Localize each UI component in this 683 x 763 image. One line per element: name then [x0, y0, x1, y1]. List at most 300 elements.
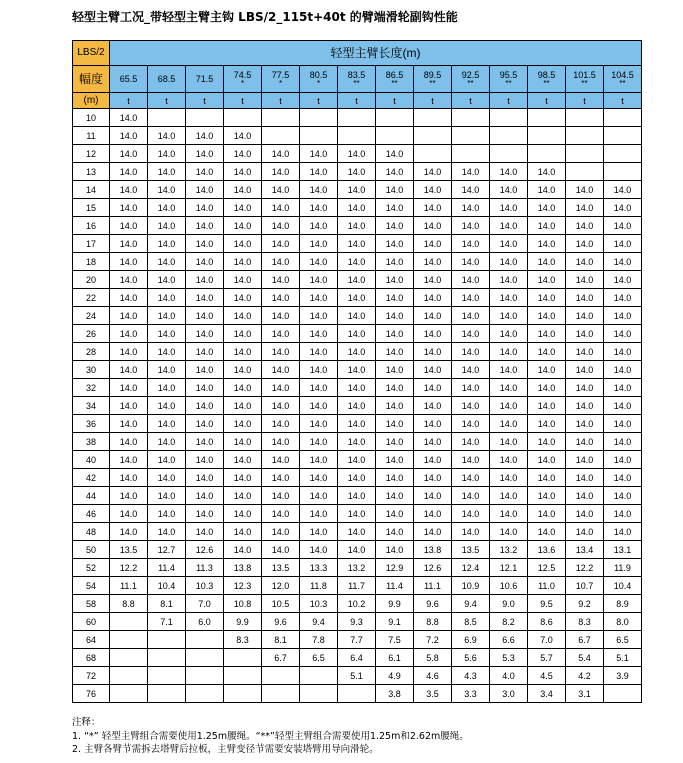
capacity-cell: 12.1 [490, 559, 528, 577]
capacity-cell [224, 667, 262, 685]
jib-length-header: 轻型主臂长度(m) [110, 41, 642, 66]
capacity-cell: 14.0 [490, 163, 528, 181]
capacity-cell: 14.0 [338, 217, 376, 235]
capacity-cell: 14.0 [414, 487, 452, 505]
jib-length-value: 83.5 [347, 69, 366, 80]
capacity-cell: 14.0 [566, 181, 604, 199]
capacity-cell [604, 127, 642, 145]
note-1: 1. “*” 轻型主臂组合需要使用1.25m腰绳。“**”轻型主臂组合需要使用1.25m和2.62m腰绳。 [72, 730, 469, 742]
capacity-cell: 7.1 [148, 613, 186, 631]
capacity-cell: 11.4 [148, 559, 186, 577]
table-row [73, 307, 642, 325]
capacity-cell: 10.6 [490, 577, 528, 595]
capacity-cell: 14.0 [262, 199, 300, 217]
radius-cell: 58 [73, 595, 110, 613]
rope-mark: ** [467, 78, 474, 88]
capacity-cell: 14.0 [376, 289, 414, 307]
capacity-cell: 8.1 [262, 631, 300, 649]
capacity-cell: 14.0 [490, 271, 528, 289]
capacity-cell: 14.0 [452, 451, 490, 469]
unit-cell: t [338, 93, 376, 109]
capacity-cell: 14.0 [224, 523, 262, 541]
capacity-cell: 3.5 [414, 685, 452, 703]
capacity-cell: 14.0 [186, 397, 224, 415]
capacity-cell [186, 685, 224, 703]
capacity-cell: 14.0 [300, 199, 338, 217]
rope-mark: ** [505, 78, 512, 88]
capacity-cell: 14.0 [224, 415, 262, 433]
capacity-cell: 14.0 [186, 271, 224, 289]
radius-cell: 42 [73, 469, 110, 487]
capacity-cell: 14.0 [376, 145, 414, 163]
capacity-cell: 14.0 [262, 307, 300, 325]
capacity-cell: 14.0 [490, 433, 528, 451]
capacity-cell: 12.2 [110, 559, 148, 577]
capacity-cell: 14.0 [376, 253, 414, 271]
radius-cell: 36 [73, 415, 110, 433]
capacity-cell: 14.0 [566, 307, 604, 325]
capacity-cell [338, 109, 376, 127]
capacity-cell: 14.0 [300, 325, 338, 343]
capacity-cell: 12.3 [224, 577, 262, 595]
capacity-cell: 14.0 [566, 397, 604, 415]
radius-cell: 28 [73, 343, 110, 361]
jib-length-95.5 [490, 66, 528, 93]
capacity-cell: 5.1 [338, 667, 376, 685]
capacity-cell: 9.9 [376, 595, 414, 613]
capacity-cell: 14.0 [376, 325, 414, 343]
rope-mark: ** [391, 78, 398, 88]
capacity-cell: 11.0 [528, 577, 566, 595]
capacity-cell: 14.0 [110, 325, 148, 343]
capacity-cell: 14.0 [452, 163, 490, 181]
capacity-cell: 14.0 [148, 469, 186, 487]
jib-length-value: 101.5 [573, 69, 596, 80]
capacity-cell [528, 109, 566, 127]
capacity-cell: 14.0 [604, 487, 642, 505]
table-row [73, 379, 642, 397]
table-row [73, 667, 642, 685]
capacity-cell: 14.0 [604, 433, 642, 451]
capacity-cell [490, 127, 528, 145]
capacity-cell: 14.0 [300, 235, 338, 253]
capacity-cell: 10.2 [338, 595, 376, 613]
capacity-cell: 13.8 [414, 541, 452, 559]
capacity-cell: 13.5 [110, 541, 148, 559]
unit-cell: t [604, 93, 642, 109]
capacity-cell: 14.0 [414, 289, 452, 307]
capacity-cell: 14.0 [224, 433, 262, 451]
capacity-cell: 14.0 [110, 199, 148, 217]
capacity-cell: 14.0 [186, 379, 224, 397]
capacity-cell: 14.0 [300, 361, 338, 379]
notes-heading: 注释： [72, 717, 101, 728]
table-row [73, 541, 642, 559]
capacity-cell: 14.0 [376, 433, 414, 451]
capacity-cell: 14.0 [110, 487, 148, 505]
jib-length-value: 77.5 [271, 69, 290, 80]
capacity-cell: 14.0 [186, 505, 224, 523]
capacity-cell [604, 145, 642, 163]
capacity-cell [300, 667, 338, 685]
capacity-cell: 14.0 [490, 523, 528, 541]
capacity-cell: 14.0 [566, 433, 604, 451]
capacity-cell: 14.0 [566, 199, 604, 217]
capacity-cell: 12.4 [452, 559, 490, 577]
capacity-cell: 14.0 [414, 505, 452, 523]
capacity-cell: 14.0 [262, 397, 300, 415]
table-row [73, 559, 642, 577]
capacity-cell: 14.0 [300, 379, 338, 397]
capacity-cell [186, 631, 224, 649]
radius-cell: 38 [73, 433, 110, 451]
capacity-cell: 8.5 [452, 613, 490, 631]
capacity-cell: 11.1 [414, 577, 452, 595]
capacity-cell: 14.0 [300, 433, 338, 451]
table-row [73, 163, 642, 181]
capacity-cell: 14.0 [186, 523, 224, 541]
capacity-cell: 11.3 [186, 559, 224, 577]
capacity-cell: 14.0 [262, 487, 300, 505]
capacity-cell: 14.0 [110, 505, 148, 523]
capacity-cell: 14.0 [452, 397, 490, 415]
capacity-cell: 14.0 [376, 181, 414, 199]
capacity-cell: 14.0 [528, 253, 566, 271]
capacity-cell: 9.9 [224, 613, 262, 631]
capacity-cell: 14.0 [414, 397, 452, 415]
radius-cell: 14 [73, 181, 110, 199]
capacity-cell: 14.0 [414, 361, 452, 379]
unit-cell: t [376, 93, 414, 109]
capacity-cell: 14.0 [110, 235, 148, 253]
capacity-cell [414, 127, 452, 145]
table-row [73, 433, 642, 451]
capacity-cell: 14.0 [110, 415, 148, 433]
capacity-cell: 14.0 [186, 289, 224, 307]
capacity-cell: 14.0 [300, 487, 338, 505]
capacity-cell [300, 127, 338, 145]
capacity-cell: 14.0 [262, 433, 300, 451]
capacity-cell: 14.0 [300, 145, 338, 163]
capacity-cell: 14.0 [186, 217, 224, 235]
capacity-cell: 14.0 [376, 505, 414, 523]
capacity-cell: 10.9 [452, 577, 490, 595]
capacity-cell [566, 127, 604, 145]
capacity-cell [148, 685, 186, 703]
capacity-cell: 14.0 [148, 523, 186, 541]
capacity-cell: 14.0 [224, 289, 262, 307]
capacity-cell [376, 109, 414, 127]
table-row [73, 595, 642, 613]
capacity-cell: 4.2 [566, 667, 604, 685]
header-row-top [73, 41, 642, 66]
capacity-cell: 14.0 [452, 523, 490, 541]
capacity-cell [224, 109, 262, 127]
capacity-cell: 14.0 [262, 145, 300, 163]
table-row [73, 577, 642, 595]
capacity-cell: 14.0 [604, 415, 642, 433]
unit-cell: t [414, 93, 452, 109]
capacity-cell: 14.0 [604, 343, 642, 361]
capacity-cell: 14.0 [148, 181, 186, 199]
capacity-cell [110, 685, 148, 703]
capacity-cell: 14.0 [490, 451, 528, 469]
capacity-cell: 14.0 [300, 541, 338, 559]
capacity-cell: 14.0 [414, 469, 452, 487]
radius-cell: 32 [73, 379, 110, 397]
jib-length-value: 80.5 [309, 69, 328, 80]
capacity-cell [110, 649, 148, 667]
capacity-cell: 9.6 [262, 613, 300, 631]
radius-cell: 12 [73, 145, 110, 163]
capacity-cell: 14.0 [148, 325, 186, 343]
capacity-cell: 6.1 [376, 649, 414, 667]
capacity-cell: 9.6 [414, 595, 452, 613]
capacity-cell: 9.1 [376, 613, 414, 631]
capacity-cell: 5.6 [452, 649, 490, 667]
capacity-cell [224, 649, 262, 667]
capacity-cell: 11.9 [604, 559, 642, 577]
capacity-cell: 14.0 [376, 415, 414, 433]
capacity-cell: 14.0 [338, 199, 376, 217]
capacity-cell: 14.0 [262, 415, 300, 433]
capacity-cell: 5.3 [490, 649, 528, 667]
capacity-cell: 14.0 [148, 127, 186, 145]
jib-length-value: 68.5 [157, 73, 176, 84]
capacity-cell: 14.0 [186, 235, 224, 253]
capacity-cell: 14.0 [262, 289, 300, 307]
capacity-cell: 14.0 [148, 289, 186, 307]
capacity-cell: 14.0 [262, 451, 300, 469]
capacity-cell: 14.0 [376, 379, 414, 397]
capacity-cell: 14.0 [300, 469, 338, 487]
capacity-cell: 14.0 [338, 163, 376, 181]
jib-length-value: 74.5 [233, 69, 252, 80]
capacity-cell: 14.0 [224, 145, 262, 163]
table-row [73, 325, 642, 343]
radius-cell: 54 [73, 577, 110, 595]
capacity-cell: 14.0 [148, 487, 186, 505]
capacity-cell: 14.0 [110, 361, 148, 379]
capacity-cell: 14.0 [376, 163, 414, 181]
capacity-cell: 14.0 [528, 289, 566, 307]
capacity-cell: 14.0 [452, 415, 490, 433]
unit-cell: t [300, 93, 338, 109]
capacity-cell [528, 145, 566, 163]
capacity-cell: 14.0 [262, 505, 300, 523]
capacity-cell: 14.0 [186, 451, 224, 469]
capacity-cell: 7.0 [186, 595, 224, 613]
capacity-cell: 14.0 [490, 379, 528, 397]
capacity-cell: 14.0 [604, 253, 642, 271]
capacity-cell [604, 109, 642, 127]
radius-cell: 52 [73, 559, 110, 577]
capacity-cell: 14.0 [186, 487, 224, 505]
unit-cell: t [148, 93, 186, 109]
capacity-cell: 14.0 [376, 541, 414, 559]
capacity-cell: 14.0 [186, 307, 224, 325]
capacity-cell: 10.3 [300, 595, 338, 613]
radius-cell: 50 [73, 541, 110, 559]
table-row [73, 631, 642, 649]
capacity-cell: 14.0 [566, 289, 604, 307]
capacity-cell: 14.0 [528, 469, 566, 487]
jib-length-value: 95.5 [499, 69, 518, 80]
page-title: 轻型主臂工况_带轻型主臂主钩 LBS/2_115t+40t 的臂端滑轮副钩性能 [72, 10, 458, 24]
capacity-cell: 13.1 [604, 541, 642, 559]
table-row [73, 361, 642, 379]
header-row-units [73, 93, 642, 109]
capacity-cell: 14.0 [110, 217, 148, 235]
capacity-cell: 14.0 [528, 397, 566, 415]
capacity-cell: 14.0 [338, 469, 376, 487]
capacity-cell: 14.0 [604, 469, 642, 487]
capacity-cell: 11.7 [338, 577, 376, 595]
capacity-cell: 14.0 [186, 127, 224, 145]
capacity-cell: 12.6 [186, 541, 224, 559]
capacity-cell: 14.0 [148, 307, 186, 325]
capacity-cell: 14.0 [300, 271, 338, 289]
capacity-cell: 14.0 [566, 325, 604, 343]
capacity-cell: 14.0 [528, 163, 566, 181]
capacity-cell: 8.3 [566, 613, 604, 631]
capacity-cell: 14.0 [604, 271, 642, 289]
capacity-cell: 14.0 [490, 505, 528, 523]
capacity-cell: 14.0 [528, 181, 566, 199]
capacity-cell: 14.0 [566, 523, 604, 541]
capacity-cell: 14.0 [490, 487, 528, 505]
unit-cell: t [452, 93, 490, 109]
capacity-cell: 14.0 [338, 397, 376, 415]
capacity-cell [148, 667, 186, 685]
capacity-cell: 14.0 [224, 127, 262, 145]
capacity-cell: 14.0 [110, 253, 148, 271]
header-row-jib-lengths [73, 66, 642, 93]
radius-cell: 24 [73, 307, 110, 325]
capacity-cell: 14.0 [566, 451, 604, 469]
capacity-cell: 14.0 [338, 487, 376, 505]
radius-cell: 68 [73, 649, 110, 667]
capacity-cell [452, 109, 490, 127]
capacity-cell: 6.9 [452, 631, 490, 649]
corner-code-cell: LBS/2 [73, 41, 110, 66]
jib-length-71.5 [186, 66, 224, 93]
capacity-cell: 14.0 [528, 379, 566, 397]
jib-length-value: 71.5 [195, 73, 214, 84]
table-row [73, 523, 642, 541]
radius-cell: 15 [73, 199, 110, 217]
capacity-cell [148, 649, 186, 667]
capacity-cell: 14.0 [110, 379, 148, 397]
radius-cell: 76 [73, 685, 110, 703]
capacity-cell: 14.0 [566, 235, 604, 253]
capacity-cell: 6.5 [300, 649, 338, 667]
capacity-cell: 14.0 [452, 307, 490, 325]
rope-mark: * [316, 78, 321, 88]
capacity-cell: 6.6 [490, 631, 528, 649]
jib-length-value: 92.5 [461, 69, 480, 80]
capacity-cell: 14.0 [604, 397, 642, 415]
jib-length-104.5 [604, 66, 642, 93]
capacity-cell: 14.0 [262, 325, 300, 343]
capacity-cell: 9.5 [528, 595, 566, 613]
capacity-cell: 14.0 [186, 361, 224, 379]
table-row [73, 109, 642, 127]
capacity-cell: 14.0 [300, 217, 338, 235]
capacity-cell: 14.0 [148, 415, 186, 433]
capacity-cell: 14.0 [376, 217, 414, 235]
capacity-cell: 14.0 [186, 325, 224, 343]
capacity-cell: 14.0 [224, 487, 262, 505]
unit-cell: t [262, 93, 300, 109]
capacity-cell [262, 109, 300, 127]
capacity-cell: 14.0 [452, 253, 490, 271]
capacity-cell [414, 109, 452, 127]
capacity-cell: 14.0 [414, 451, 452, 469]
capacity-cell: 14.0 [338, 343, 376, 361]
capacity-cell [110, 667, 148, 685]
capacity-cell: 14.0 [224, 379, 262, 397]
capacity-cell: 13.5 [452, 541, 490, 559]
capacity-cell: 14.0 [490, 199, 528, 217]
capacity-cell: 14.0 [148, 505, 186, 523]
capacity-cell: 14.0 [604, 199, 642, 217]
table-row [73, 397, 642, 415]
jib-length-83.5 [338, 66, 376, 93]
capacity-cell: 14.0 [528, 343, 566, 361]
capacity-cell: 6.0 [186, 613, 224, 631]
table-row [73, 487, 642, 505]
capacity-cell: 14.0 [452, 505, 490, 523]
capacity-cell: 10.5 [262, 595, 300, 613]
capacity-cell: 14.0 [148, 379, 186, 397]
capacity-cell: 12.6 [414, 559, 452, 577]
capacity-cell: 14.0 [452, 487, 490, 505]
capacity-cell [186, 667, 224, 685]
capacity-cell: 14.0 [414, 433, 452, 451]
capacity-cell: 14.0 [338, 253, 376, 271]
capacity-cell: 14.0 [490, 181, 528, 199]
capacity-cell: 14.0 [224, 163, 262, 181]
capacity-cell: 14.0 [338, 379, 376, 397]
table-row [73, 235, 642, 253]
capacity-cell: 14.0 [604, 235, 642, 253]
capacity-cell: 10.7 [566, 577, 604, 595]
capacity-cell: 7.0 [528, 631, 566, 649]
capacity-cell: 4.6 [414, 667, 452, 685]
radius-cell: 48 [73, 523, 110, 541]
capacity-cell: 14.0 [148, 235, 186, 253]
capacity-cell: 14.0 [376, 271, 414, 289]
radius-label-cell: 幅度 [73, 66, 110, 93]
capacity-cell: 14.0 [224, 307, 262, 325]
capacity-cell: 14.0 [414, 415, 452, 433]
capacity-cell: 14.0 [414, 235, 452, 253]
capacity-cell: 14.0 [490, 361, 528, 379]
capacity-cell: 3.4 [528, 685, 566, 703]
radius-cell: 44 [73, 487, 110, 505]
capacity-cell: 14.0 [110, 307, 148, 325]
capacity-cell: 14.0 [414, 523, 452, 541]
rope-mark: ** [619, 78, 626, 88]
capacity-cell: 14.0 [566, 217, 604, 235]
capacity-cell [452, 127, 490, 145]
capacity-cell: 14.0 [452, 325, 490, 343]
capacity-cell: 8.9 [604, 595, 642, 613]
capacity-cell: 4.3 [452, 667, 490, 685]
rope-mark: * [278, 78, 283, 88]
capacity-cell: 14.0 [376, 487, 414, 505]
